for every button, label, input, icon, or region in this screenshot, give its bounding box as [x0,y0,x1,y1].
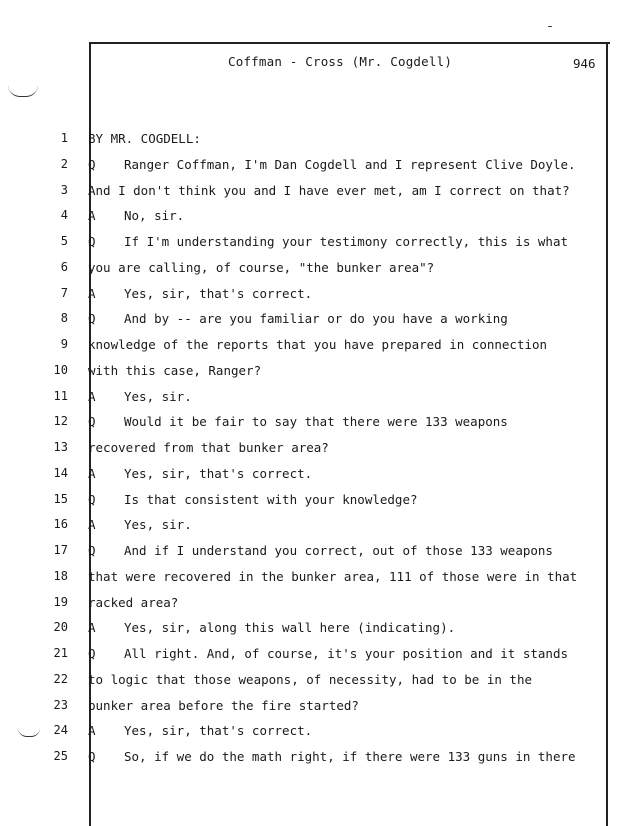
line-text: Yes, sir, that's correct. [124,286,313,301]
line-number: 8 [60,311,68,325]
line-number: 5 [60,234,68,248]
line-text: to logic that those weapons, of necessity, had to be in the [88,672,533,687]
line-text: So, if we do the math right, if there were 133 guns in there [124,749,576,764]
speaker-label: Q [88,311,96,326]
line-text: And by -- are you familiar or do you have a working [124,311,508,326]
scan-mark [18,728,40,737]
transcript-line [88,131,201,146]
line-number: 16 [53,517,68,531]
line-text: If I'm understanding your testimony correctly, this is what [124,234,569,249]
line-number: 11 [53,389,68,403]
line-number: 19 [53,595,68,609]
transcript-line [88,414,508,429]
page-header-title: Coffman - Cross (Mr. Cogdell) [228,54,453,69]
line-text: bunker area before the fire started? [88,698,359,713]
transcript-line [88,208,184,223]
line-number: 15 [53,492,68,506]
transcript-line [88,698,359,713]
page-border-top [90,42,610,44]
transcript-line [88,337,547,352]
speaker-label: A [88,517,96,532]
line-text: Yes, sir. [124,517,192,532]
line-number: 3 [60,183,68,197]
transcript-line [88,234,568,249]
speaker-label: Q [88,646,96,661]
speaker-label: Q [88,543,96,558]
line-text: you are calling, of course, "the bunker area"? [88,260,435,275]
scan-mark [548,26,552,27]
transcript-line [88,157,576,172]
line-number: 7 [60,286,68,300]
line-number: 22 [53,672,68,686]
line-text: No, sir. [124,208,185,223]
transcript-line [88,723,312,738]
page-border-right [606,42,608,826]
transcript-line [88,440,329,455]
transcript-line [88,595,178,610]
transcript-line [88,543,553,558]
line-number: 20 [53,620,68,634]
line-number: 9 [60,337,68,351]
line-text: knowledge of the reports that you have prepared in connection [88,337,548,352]
transcript-line [88,183,570,198]
transcript-line [88,749,576,764]
speaker-label: A [88,286,96,301]
transcript-line [88,389,192,404]
line-number: 17 [53,543,68,557]
transcript-line [88,672,532,687]
line-number: 21 [53,646,68,660]
line-text: that were recovered in the bunker area, 111 of those were in that [88,569,578,584]
line-text: Yes, sir, that's correct. [124,723,313,738]
line-number: 10 [53,363,68,377]
line-text: Ranger Coffman, I'm Dan Cogdell and I represent Clive Doyle. [124,157,576,172]
line-text: Yes, sir. [124,389,192,404]
line-number: 23 [53,698,68,712]
line-text: BY MR. COGDELL: [88,131,201,146]
line-text: Yes, sir, that's correct. [124,466,313,481]
transcript-line [88,620,455,635]
line-number: 12 [53,414,68,428]
speaker-label: Q [88,234,96,249]
line-text: Is that consistent with your knowledge? [124,492,418,507]
page-number: 946 [573,56,596,71]
speaker-label: A [88,389,96,404]
line-text: with this case, Ranger? [88,363,262,378]
line-text: racked area? [88,595,179,610]
speaker-label: A [88,620,96,635]
transcript-line [88,363,261,378]
transcript-line [88,517,192,532]
line-number: 14 [53,466,68,480]
speaker-label: A [88,208,96,223]
line-text: Yes, sir, along this wall here (indicating). [124,620,456,635]
transcript-line [88,466,312,481]
line-text: And if I understand you correct, out of those 133 weapons [124,543,553,558]
speaker-label: A [88,723,96,738]
speaker-label: Q [88,414,96,429]
line-number: 24 [53,723,68,737]
transcript-line [88,492,418,507]
speaker-label: Q [88,157,96,172]
transcript-line [88,646,568,661]
scan-mark [8,84,38,97]
line-number: 2 [60,157,68,171]
transcript-line [88,260,434,275]
line-number: 1 [60,131,68,145]
line-number: 18 [53,569,68,583]
speaker-label: Q [88,749,96,764]
line-text: And I don't think you and I have ever met, am I correct on that? [88,183,570,198]
line-number: 6 [60,260,68,274]
speaker-label: Q [88,492,96,507]
speaker-label: A [88,466,96,481]
line-number: 4 [60,208,68,222]
line-number: 13 [53,440,68,454]
line-text: recovered from that bunker area? [88,440,329,455]
transcript-line [88,286,312,301]
line-number: 25 [53,749,68,763]
transcript-line [88,311,508,326]
line-text: Would it be fair to say that there were 133 weapons [124,414,508,429]
line-text: All right. And, of course, it's your position and it stands [124,646,569,661]
transcript-line [88,569,577,584]
